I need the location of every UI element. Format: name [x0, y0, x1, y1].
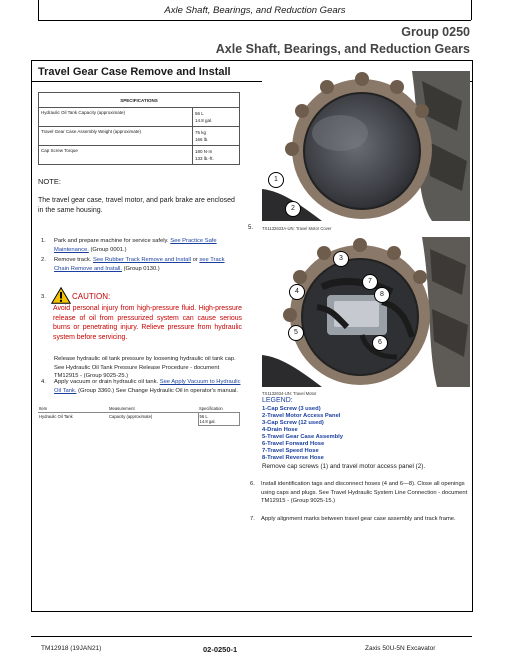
callout-4: 4	[289, 284, 305, 300]
caution-title: CAUTION:	[72, 292, 111, 301]
step-3-text: Release hydraulic oil tank pressure by loosening hydraulic oil tank cap. See Hydraulic Oil Tank Pressure Release Procedure - document TM12915 - (Group 9025-25.)	[54, 356, 236, 379]
hydraulic-oil-capacity-table	[38, 405, 240, 426]
figure-1-caption: TX1132633A-UN: Travel Motor Cover	[262, 226, 332, 231]
callout-1: 1	[268, 172, 284, 188]
step-5-number: 5.	[248, 225, 254, 231]
step-4: 4. Apply vacuum or drain hydraulic oil tank. See Apply Vacuum to Hydraulic Oil Tank. (Group 3360.) See Change Hydraulic Oil in operator's manual.	[41, 379, 241, 394]
footer-document-id: TM12918 (19JAN21)	[41, 645, 102, 652]
travel-motor-cover-photo	[262, 71, 470, 221]
callout-5: 5	[288, 325, 304, 341]
callout-2: 2	[285, 201, 301, 217]
legend-item: 3-Cap Screw (12 used)	[262, 420, 324, 426]
note-heading: NOTE:	[38, 177, 61, 186]
figure-2-caption: TX1132634-UN: Travel Motor	[262, 391, 317, 396]
running-head: Axle Shaft, Bearings, and Reduction Gears	[164, 5, 346, 16]
table-row: Hydraulic Oil Tank Capacity (approximate) 56 L 14.8 gal.	[38, 413, 240, 426]
step-1: 1. Park and prepare machine for service safely. See Practice Safe Maintenance. (Group 0001.)	[41, 238, 217, 253]
step-2: 2. Remove track. See Rubber Track Remove and Install or see Track Chain Remove and Install. (Group 0130.)	[41, 257, 225, 272]
section-title: Travel Gear Case Remove and Install	[38, 66, 231, 78]
track-chain-link[interactable]: see Track Chain Remove and Install.	[54, 257, 225, 272]
rubber-track-link[interactable]: See Rubber Track Remove and Install	[93, 257, 191, 263]
group-number: Group 0250	[401, 25, 470, 39]
caution-text: Avoid personal injury from high-pressure fluid. High-pressure release of oil from pressurized system can cause serious burns or penetrating injury. Relieve pressure from hydraulic system before servicing.	[53, 305, 242, 341]
specifications-table	[38, 92, 240, 165]
callout-6: 6	[372, 335, 388, 351]
callout-3: 3	[333, 251, 349, 267]
table-row	[39, 108, 240, 127]
column-header: Measurement	[109, 406, 135, 411]
legend-item: 4-Drain Hose	[262, 427, 298, 433]
callout-8: 8	[374, 287, 390, 303]
legend-item: 5-Travel Gear Case Assembly	[262, 434, 343, 440]
note-text: The travel gear case, travel motor, and park brake are enclosed in the same housing.	[38, 197, 235, 214]
spec-label: Cap Screw Torque	[39, 146, 193, 165]
practice-safe-maintenance-link[interactable]: See Practice Safe Maintenance.	[54, 238, 217, 253]
warning-icon	[51, 287, 71, 304]
footer-page-number: 02-0250-1	[203, 645, 238, 654]
step-3: 3.	[41, 294, 46, 300]
spec-value: 56 L 14.8 gal.	[193, 108, 240, 127]
header-rule	[38, 20, 471, 21]
travel-motor-photo	[262, 237, 470, 387]
spec-label: Travel Gear Case Assembly Weight (approximate)	[39, 127, 193, 146]
spec-value: 75 kg 166 lb.	[193, 127, 240, 146]
column-header: Item	[39, 406, 48, 411]
callout-7: 7	[362, 274, 378, 290]
spec-table-heading: SPECIFICATIONS	[39, 93, 240, 108]
apply-vacuum-link[interactable]: See Apply Vacuum to Hydraulic Oil Tank.	[54, 379, 241, 394]
column-header: Specification	[199, 406, 223, 411]
step-7: 7. Apply alignment marks between travel gear case assembly and track frame.	[250, 516, 456, 522]
footer-rule	[31, 636, 472, 637]
legend-item: 1-Cap Screw (3 used)	[262, 406, 321, 412]
footer-model: Zaxis 50U-5N Excavator	[365, 645, 436, 652]
legend-item: 8-Travel Reverse Hose	[262, 455, 324, 461]
step-5-text: Remove cap screws (1) and travel motor access panel (2).	[262, 463, 426, 470]
legend-heading: LEGEND:	[262, 397, 293, 404]
legend-item: 6-Travel Forward Hose	[262, 441, 325, 447]
table-row	[39, 146, 240, 165]
spec-label: Hydraulic Oil Tank Capacity (approximate)	[39, 108, 193, 127]
legend-item: 2-Travel Motor Access Panel	[262, 413, 341, 419]
spec-value: 180 N·m 133 lb.-ft.	[193, 146, 240, 165]
table-row	[39, 127, 240, 146]
step-6: 6. Install identification tags and disconnect hoses (4 and 6—8). Close all openings using caps and plugs. See Travel Hydraulic System Line Connection - document TM12915 - (Group 9025-15.)	[250, 481, 468, 504]
legend-item: 7-Travel Speed Hose	[262, 448, 319, 454]
group-title: Axle Shaft, Bearings, and Reduction Gears	[215, 42, 470, 56]
